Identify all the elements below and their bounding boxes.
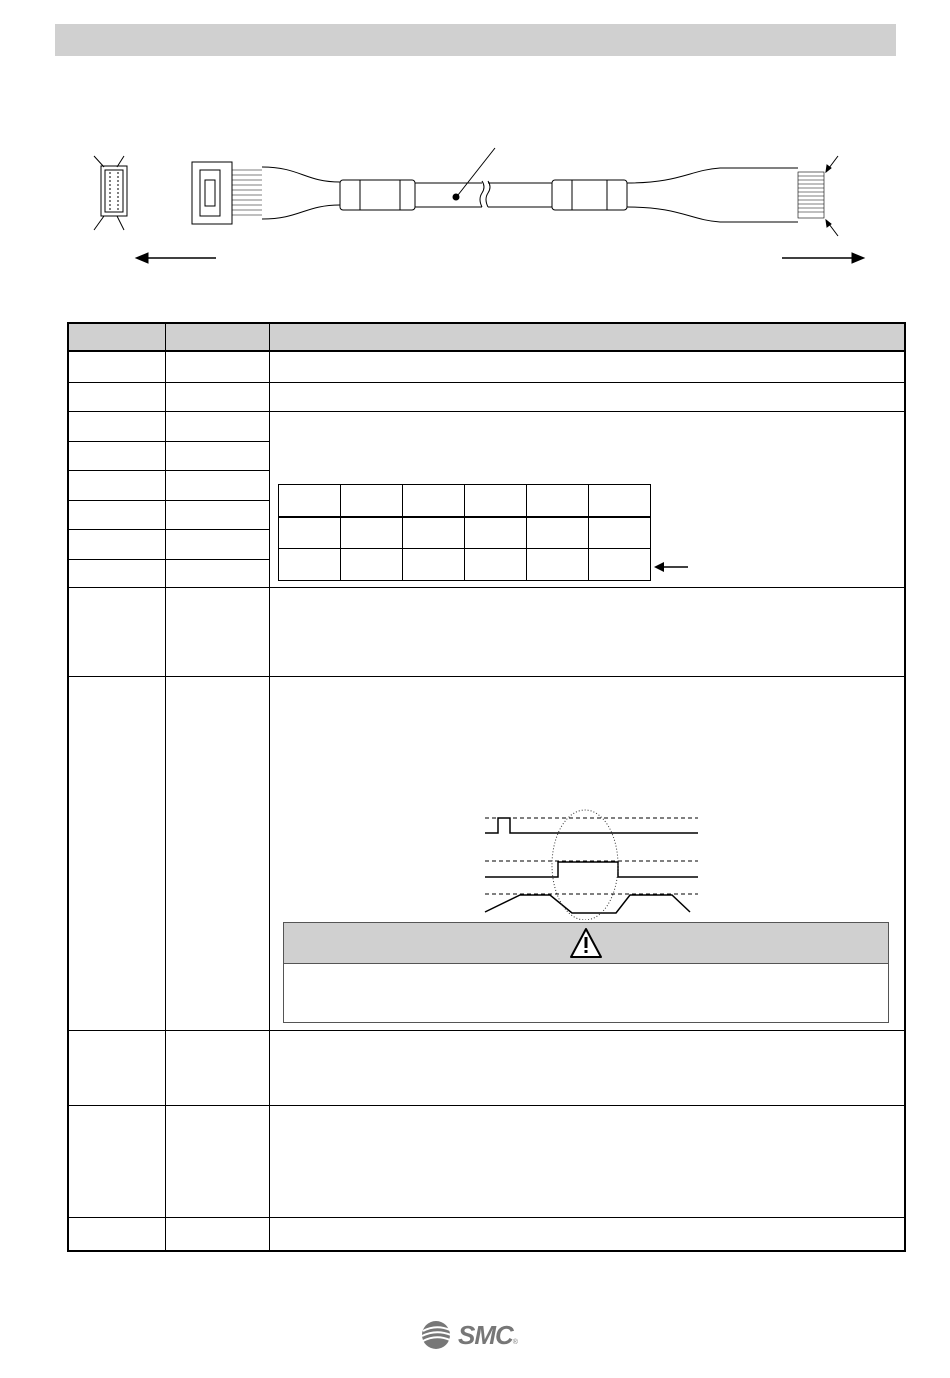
pulse-waveform (485, 818, 698, 913)
row-divider (69, 382, 904, 383)
table-cell (589, 485, 651, 517)
row-divider (69, 500, 269, 501)
smc-logo-mark-icon (420, 1320, 456, 1350)
table-cell (527, 549, 589, 581)
table-header-row (69, 324, 904, 352)
table-cell (341, 549, 403, 581)
leader-arrow-icon (453, 148, 838, 236)
table-cell (527, 517, 589, 549)
row-divider (69, 559, 269, 560)
table-row (279, 517, 651, 549)
arrow-left-icon (136, 253, 216, 263)
dotted-ellipse-highlight (552, 810, 618, 920)
col-divider (165, 324, 166, 1250)
table-cell (465, 549, 527, 581)
smc-logo (420, 1318, 540, 1352)
table-cell (279, 517, 341, 549)
row-divider (69, 529, 269, 530)
row-divider (69, 676, 904, 677)
cable-fanout-right (627, 168, 798, 222)
registered-mark: ® (512, 1339, 518, 1346)
arrow-left-icon (652, 560, 692, 574)
dashed-threshold-line (485, 818, 698, 894)
table-row (279, 549, 651, 581)
row-divider (69, 1217, 904, 1218)
logo-text: SMC (458, 1319, 513, 1350)
table-row (279, 485, 651, 517)
table-cell (589, 517, 651, 549)
cable-sleeve-left (340, 180, 415, 210)
table-cell (403, 485, 465, 517)
step-number-table (278, 484, 651, 581)
table-cell (403, 517, 465, 549)
warning-triangle-icon (569, 927, 603, 959)
table-cell (341, 485, 403, 517)
cable-diagram (0, 130, 950, 270)
table-cell (403, 549, 465, 581)
col-divider (269, 324, 270, 1250)
warning-header (284, 923, 888, 964)
table-cell (279, 485, 341, 517)
row-divider (69, 587, 904, 588)
connector-front-view (94, 156, 127, 230)
row-divider (69, 441, 269, 442)
arrow-right-icon (782, 253, 864, 263)
table-cell (589, 549, 651, 581)
row-divider (69, 411, 904, 412)
cable-fanout-left (262, 167, 340, 219)
table-cell (279, 549, 341, 581)
row-divider (69, 1030, 904, 1031)
cable-sleeve-right (552, 180, 627, 210)
table-cell (527, 485, 589, 517)
flying-leads (798, 172, 824, 218)
timing-chart (480, 805, 700, 920)
table-cell (465, 485, 527, 517)
table-cell (465, 517, 527, 549)
connector-body (192, 162, 262, 224)
signal-table (67, 322, 906, 1252)
row-divider (69, 470, 269, 471)
section-header-bar (55, 24, 896, 56)
warning-box (283, 922, 889, 1023)
table-cell (341, 517, 403, 549)
row-divider (69, 1105, 904, 1106)
